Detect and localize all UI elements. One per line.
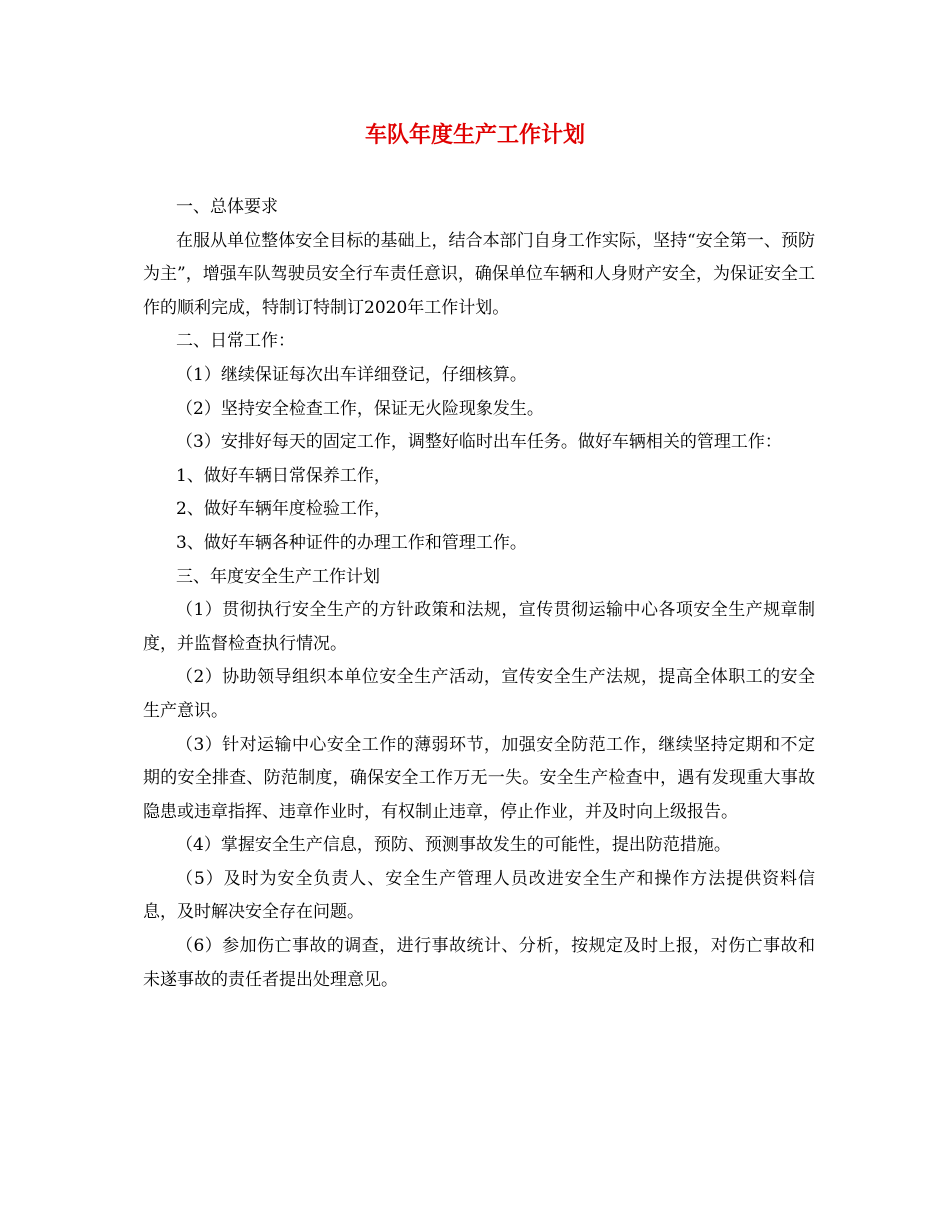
daily-item-3: （3）安排好每天的固定工作，调整好临时出车任务。做好车辆相关的管理工作： [176, 432, 782, 453]
document-title: 车队年度生产工作计划 [364, 122, 585, 148]
vehicle-task-2: 2、做好车辆年度检验工作， [176, 499, 391, 520]
section-heading-annual-plan: 三、年度安全生产工作计划 [176, 566, 380, 587]
plan-item-6: （6）参加伤亡事故的调查，进行事故统计、分析，按规定及时上报，对伤亡事故和未遂事故的责任者提出处理意见。 [143, 936, 815, 990]
plan-item-2: （2）协助领导组织本单位安全生产活动，宣传安全生产法规，提高全体职工的安全生产意识。 [143, 667, 815, 721]
vehicle-task-3: 3、做好车辆各种证件的办理工作和管理工作。 [176, 532, 527, 553]
plan-item-4: （4）掌握安全生产信息，预防、预测事故发生的可能性，提出防范措施。 [176, 835, 731, 856]
daily-item-2: （2）坚持安全检查工作，保证无火险现象发生。 [176, 398, 544, 419]
document-body [143, 191, 815, 997]
section-heading-daily-work: 二、日常工作： [176, 331, 295, 352]
plan-item-3: （3）针对运输中心安全工作的薄弱环节，加强安全防范工作，继续坚持定期和不定期的安全排查、防范制度，确保安全工作万无一失。安全生产检查中，遇有发现重大事故隐患或违章指挥、违章作业时，有权制止违章，停止作业，并及时向上级报告。 [143, 734, 815, 822]
vehicle-task-1: 1、做好车辆日常保养工作， [176, 465, 391, 486]
paragraph-general-requirements: 在服从单位整体安全目标的基础上，结合本部门自身工作实际，坚持“安全第一、预防为主”，增强车队驾驶员安全行车责任意识，确保单位车辆和人身财产安全，为保证安全工作的顺利完成，特制订特制订2020年工作计划。 [143, 230, 815, 318]
section-heading-general-requirements: 一、总体要求 [176, 197, 278, 217]
daily-item-1: （1）继续保证每次出车详细登记，仔细核算。 [176, 364, 527, 385]
plan-item-5: （5）及时为安全负责人、安全生产管理人员改进安全生产和操作方法提供资料信息，及时解决安全存在问题。 [143, 868, 815, 923]
plan-item-1: （1）贯彻执行安全生产的方针政策和法规，宣传贯彻运输中心各项安全生产规章制度，并监督检查执行情况。 [143, 600, 815, 654]
